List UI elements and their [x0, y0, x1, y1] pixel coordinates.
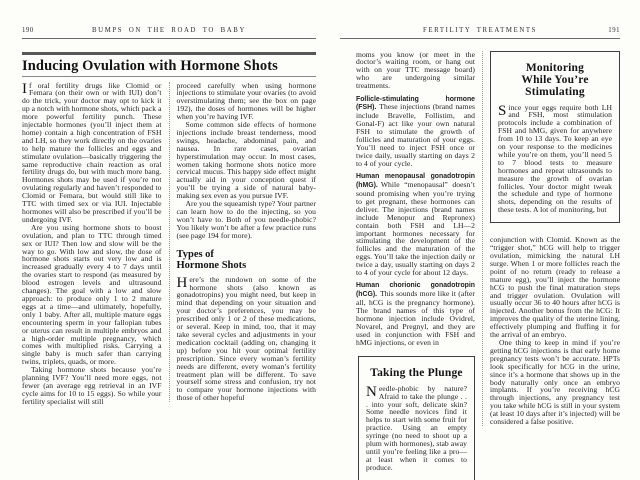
heading-line: Types of [176, 248, 214, 260]
paragraph: moms you know (or meet in the doctor’s waiting room, or hang out with on your TTC message board) who are undergoing similar treatments. [356, 49, 475, 91]
fsh-entry [356, 95, 475, 168]
paragraph-text: ere’s the rundown on some of the hormone shots (also known as gonadotropins) you might need, but keep in mind that depending on your situation and your doctor’s preferences, you may be prescribed only 1 or 2 of these medications, or several. Keep in mind, too, that it may take several cycles and adjustments in your medication cocktail (adding on, changing it up) before you hit your optimal fertility prescription. Since every woman’s fertility needs are different, every woman’s fertility treatment plan will be different. To save yourself some stress and confusion, try not to compare your hormone injections with those of other hopeful [176, 274, 316, 403]
title-line: Stimulating [525, 85, 585, 98]
paragraph-text: These injections (brand names include Bravelle, Follistim, and Gonal-F) act like your own natural FSH to stimulate the growth of follicles and maturation of your eggs. You’ll need to inject FSH once or twice daily, usually starting on days 2 to 4 of your cycle. [356, 102, 475, 168]
left-page-columns [22, 82, 316, 406]
header-rule-right [340, 38, 620, 39]
taking-the-plunge-box [358, 356, 475, 480]
paragraph: Are you the squeamish type? Your partner can learn how to do the injecting, so you won’t have to. Both of you needle-phobic? You likely won’t be after a few practice runs (see page 194 for more). [176, 199, 316, 240]
paragraph: Some common side effects of hormone injections include breast tenderness, mood swings, headache, abdominal pain, and nausea. In rare cases, ovarian hyperstimulation may occur. In most cases, women taking hormone shots notice more cervical mucus. This happy side effect might actually aid in your conception quest if you’ll be trying a side of natural baby-making sex even as you pursue IVF. [176, 120, 316, 201]
right-column-2 [482, 51, 620, 426]
paragraph [22, 82, 162, 224]
monitoring-box [490, 51, 620, 224]
box-paragraph [366, 385, 467, 472]
heading-line: Hormone Shots [176, 260, 247, 272]
paragraph: conjunction with Clomid. Known as the “trigger shot,” hCG will help to trigger ovulation, mimicking the natural LH surge. When 1 or more follicles reach the point of no return (ready to release a mature egg), you’ll inject the hormone hCG to push the final maturation steps and trigger ovulation. Ovulation will usually occur 36 to 40 hours after hCG is injected. Another bonus from the hCG: It improves the quality of the uterine lining, effectively plumping and fluffing it for the arrival of an embryo. [490, 235, 620, 340]
subsection-heading [177, 249, 317, 272]
paragraph: proceed carefully when using hormone injections to stimulate your ovaries (to avoid overstimulating them; see the box on page 192), the doses of hormones will be higher when you’re having IVF. [176, 80, 316, 122]
box-title: Taking the Plunge [370, 366, 463, 379]
right-page-columns [356, 51, 620, 480]
paragraph-text: f oral fertility drugs like Clomid or Femara (on their own or with IUI) don’t do the trick, your doctor may opt to kick it up a notch with hormone shots, which pack a more powerful fertility punch. These injectable hormones (you’ll inject them at home) contain a high concentration of FSH and LH, so they work directly on the ovaries to help mature the follicles and eggs and stimulate ovulation—basically triggering the same reproductive chain reaction as oral fertility drugs do, but with much more bang. Hormones shots may be used if you’re not ovulating regularly and haven’t responded to Clomid or Femara, but would still like to TTC with timed sex or via IUI. Injectable hormones will also be prescribed if you’ll be undergoing IVF. [22, 80, 162, 224]
box-title [498, 62, 612, 98]
paragraph: Are you using hormone shots to boost ovulation, and plan to TTC through timed sex or IUI? Then low and slow will be the way to go. With low and slow, the dose of hormone shots starts out very low and is increased gradually every 4 to 7 days until the ovaries start to respond (as measured by blood estrogen levels and ultrasound changes). The goal with a low and slow approach: to produce only 1 to 2 mature eggs at a time—and ultimately, hopefully, only 1 baby. After all, multiple mature eggs encountering sperm in your fallopian tubes or uterus can result in multiple embryos and a high-order multiple pregnancy, which comes with multiplied risks. Carrying a single baby is much safer than carrying twins, triplets, quads, or more. [22, 222, 162, 367]
hcg-lead-in: Human chorionic gonadotropin (hCG). [356, 282, 475, 299]
paragraph: One thing to keep in mind if you’re getting hCG injections is that early home pregnancy tests won’t be accurate. HPTs look specifically for hCG in the urine, since it’s a hormone that shows up in the body naturally only once an embryo implants. If you’re receiving hCG through injections, any pregnancy test you take while hCG is still in your system (at least 10 days after it’s injected) will be considered a false positive. [490, 337, 620, 427]
running-header-right [340, 27, 620, 34]
drop-cap: I [22, 80, 28, 97]
title-line: Monitoring [525, 61, 585, 74]
page-right [320, 0, 640, 480]
drop-cap: S [498, 102, 507, 119]
paragraph-text: While “menopausal” doesn’t sound promising when you’re trying to get pregnant, these hormones can deliver. The injections (brand names include Menopur and Repronex) contain both FSH and LH—2 important hormones necessary for stimulating the development of the follicles and the maturation of the eggs. You’ll take the injection daily or twice a day, usually starting on days 2 to 4 of your cycle for about 12 days. [356, 180, 475, 278]
left-column-1 [22, 82, 169, 406]
page-number-right: 191 [608, 27, 620, 34]
paragraph-text: eedle-phobic by nature? Afraid to take the plunge . . . into your soft, delicate skin? Some needle novices find it helps to start with some fruit for practice. Using an empty syringe (no need to shoot up a plum with hormones), stab away until you’re feeling like a pro—at least when it comes to produce. [366, 383, 467, 472]
paragraph [177, 276, 317, 403]
title-line: While You’re [521, 73, 589, 86]
box-paragraph [498, 104, 612, 215]
running-title-right: FERTILITY TREATMENTS [423, 27, 537, 34]
fsh-lead-in: Follicle-stimulating hormone (FSH). [356, 95, 475, 112]
drop-cap: N [366, 383, 377, 400]
paragraph: Taking hormone shots because you’re planning IVF? You’ll need more eggs, not fewer (an average egg retrieval in an IVF cycle aims for 10 to 15 eggs). So while your fertility specialist will still [22, 365, 162, 406]
section-top-bar [22, 52, 316, 55]
header-rule-left [22, 38, 316, 39]
running-title-left: BUMPS ON THE ROAD TO BABY [92, 27, 246, 34]
paragraph-text: ince your eggs require both LH and FSH, most stimulation protocols include a combination of FSH and hMG, given for anywhere from 10 to 13 days. To keep an eye on your response to the medicines while you’re on them, you’ll need 5 to 7 blood tests to measure hormones and repeat ultrasounds to measure the growth of ovarian follicles. Your doctor might tweak the schedule and type of hormone shots, depending on the results of these tests. A lot of monitoring, but [498, 102, 612, 215]
section-title-rule [22, 76, 316, 77]
paragraph-text: This sounds more like it (after all, hCG is the pregnancy hormone). The brand names of this type of hormone injection include Ovidrel, Novarel, and Pregnyl, and they are used in conjunction with FSH and hMG injections, or even in [356, 289, 475, 347]
drop-cap: H [176, 274, 188, 291]
hcg-entry [356, 281, 475, 346]
running-header-left [22, 27, 316, 34]
right-column-1 [356, 51, 482, 480]
hmg-lead-in: Human menopausal gonadotropin (hMG). [356, 173, 475, 190]
left-column-2 [169, 82, 317, 403]
section-title: Inducing Ovulation with Hormone Shots [22, 57, 278, 74]
hmg-entry [356, 172, 475, 277]
page-number-left: 190 [22, 27, 34, 34]
